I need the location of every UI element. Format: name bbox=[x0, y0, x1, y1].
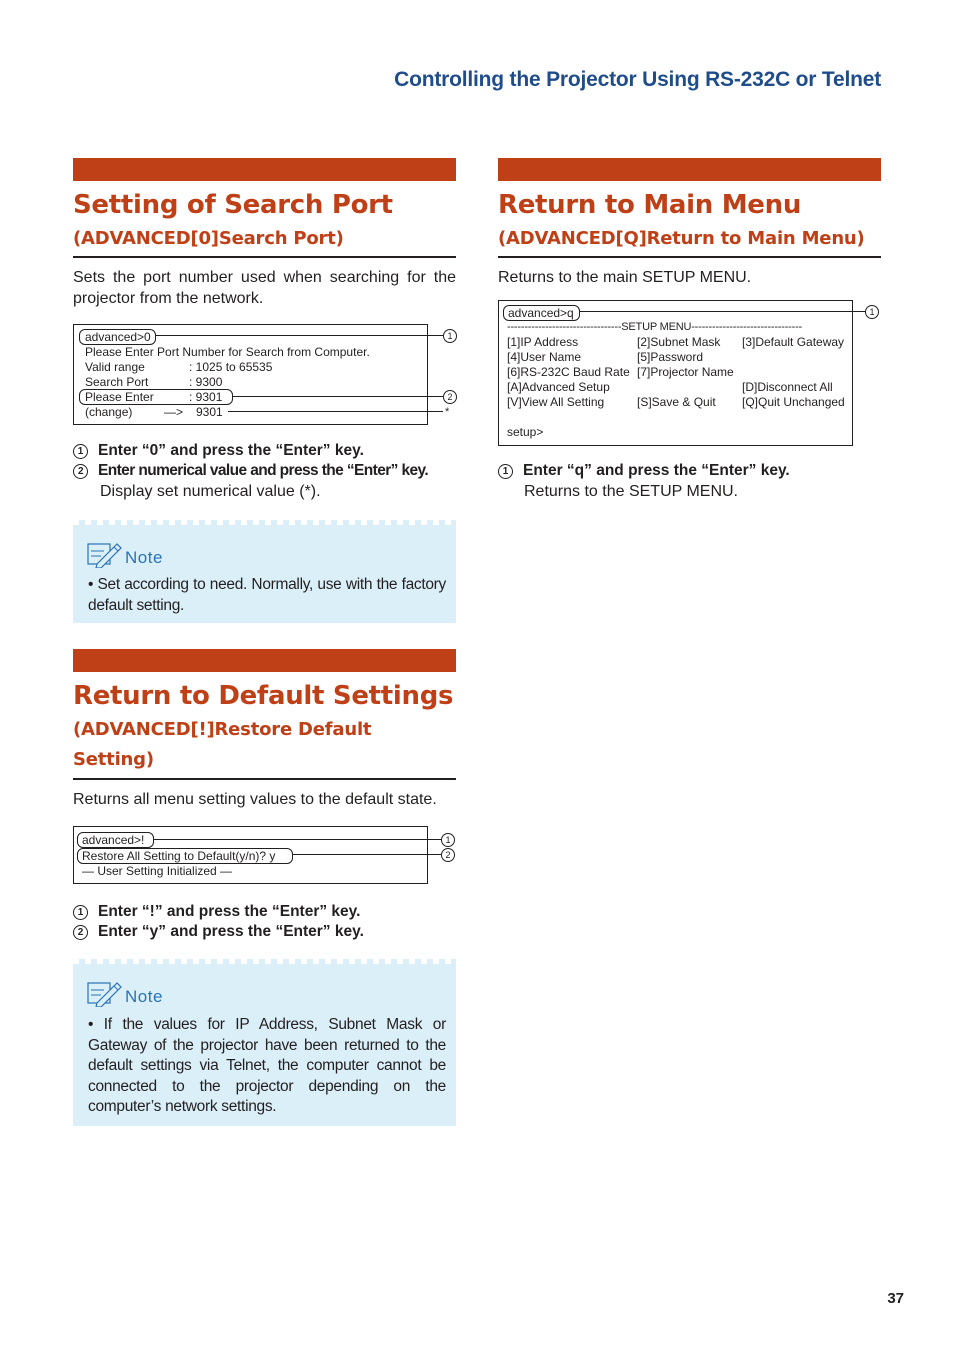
section-title-main-menu: Return to Main Menu bbox=[498, 190, 802, 220]
pencil-note-icon bbox=[87, 979, 123, 1007]
callout-1: 1 bbox=[443, 329, 457, 343]
menu-item: [S]Save & Quit bbox=[637, 395, 716, 409]
menu-item: [D]Disconnect All bbox=[742, 380, 833, 394]
step-text: Enter numerical value and press the “Enter” key. bbox=[98, 462, 429, 479]
step-1 bbox=[498, 462, 790, 480]
menu-item: [2]Subnet Mask bbox=[637, 335, 721, 349]
note-box bbox=[73, 520, 456, 623]
callout-line bbox=[232, 396, 443, 397]
screen-line: Restore All Setting to Default(y/n)? y bbox=[82, 849, 276, 863]
step-2-detail: Display set numerical value (*). bbox=[100, 483, 321, 500]
callout-line bbox=[292, 854, 441, 855]
step-1 bbox=[73, 442, 364, 460]
screen-value: 9301 bbox=[196, 405, 223, 419]
screen-label: Search Port bbox=[85, 375, 149, 389]
callout-line bbox=[153, 839, 441, 840]
section-title-search-port: Setting of Search Port bbox=[73, 190, 393, 220]
note-box bbox=[73, 959, 456, 1126]
step-1-detail: Returns to the SETUP MENU. bbox=[524, 483, 738, 500]
section-subtitle-main-menu: (ADVANCED[Q]Return to Main Menu) bbox=[498, 228, 865, 249]
menu-item: [1]IP Address bbox=[507, 335, 579, 349]
screen-label: Valid range bbox=[85, 360, 145, 374]
menu-item: [4]User Name bbox=[507, 350, 582, 364]
callout-2: 2 bbox=[443, 390, 457, 404]
page-header-title: Controlling the Projector Using RS-232C or Telnet bbox=[394, 68, 881, 91]
default-settings-screen bbox=[73, 826, 428, 884]
setup-prompt: setup> bbox=[507, 425, 544, 439]
note-text: • If the values for IP Address, Subnet Mask or Gateway of the projector have been returned to the default settings via Telnet, the computer cannot be connected to the projector depending on the computer’s network settings. bbox=[88, 1016, 446, 1115]
main-menu-screen bbox=[498, 300, 853, 446]
search-port-screen bbox=[73, 324, 428, 425]
menu-item: [A]Advanced Setup bbox=[507, 380, 610, 394]
pencil-note-icon bbox=[87, 540, 123, 568]
section-subtitle-default-settings-cont: Setting) bbox=[73, 749, 154, 770]
screen-value: : 9300 bbox=[189, 375, 223, 389]
section-rule bbox=[73, 256, 456, 258]
step-text: Enter “0” and press the “Enter” key. bbox=[98, 442, 364, 459]
note-header bbox=[87, 979, 163, 1007]
callout-2: 2 bbox=[441, 848, 455, 862]
screen-line: — User Setting Initialized — bbox=[82, 864, 233, 878]
menu-item: [Q]Quit Unchanged bbox=[742, 395, 845, 409]
callout-1: 1 bbox=[441, 833, 455, 847]
screen-arrow: —> bbox=[164, 405, 184, 419]
screen-line: advanced>0 bbox=[85, 330, 151, 344]
screen-value: : 1025 to 65535 bbox=[189, 360, 273, 374]
note-label: Note bbox=[125, 548, 163, 567]
asterisk-marker: * bbox=[445, 406, 450, 418]
callout-line bbox=[228, 411, 443, 412]
menu-item: [V]View All Setting bbox=[507, 395, 605, 409]
step-number: 1 bbox=[498, 464, 513, 479]
note-dotted-border bbox=[73, 959, 456, 964]
note-header bbox=[87, 540, 163, 568]
main-menu-description: Returns to the main SETUP MENU. bbox=[498, 269, 752, 286]
default-settings-description: Returns all menu setting values to the default state. bbox=[73, 791, 437, 808]
step-text: Enter “!” and press the “Enter” key. bbox=[98, 903, 361, 920]
section-subtitle-search-port: (ADVANCED[0]Search Port) bbox=[73, 228, 344, 249]
note-text: • Set according to need. Normally, use with the factory default setting. bbox=[88, 576, 446, 614]
page-number: 37 bbox=[887, 1290, 904, 1307]
section-bar bbox=[73, 649, 456, 672]
section-subtitle-default-settings: (ADVANCED[!]Restore Default bbox=[73, 719, 372, 740]
screen-value: : 9301 bbox=[189, 390, 223, 404]
step-text: Enter “q” and press the “Enter” key. bbox=[523, 462, 790, 479]
section-title-default-settings: Return to Default Settings bbox=[73, 681, 454, 711]
callout-1: 1 bbox=[865, 305, 879, 319]
step-2 bbox=[73, 462, 428, 480]
menu-item: [6]RS-232C Baud Rate bbox=[507, 365, 630, 379]
screen-label: (change) bbox=[85, 405, 133, 419]
section-bar bbox=[73, 158, 456, 181]
screen-label: Please Enter bbox=[85, 390, 154, 404]
callout-line bbox=[579, 311, 865, 312]
step-2 bbox=[73, 923, 364, 941]
note-dotted-border bbox=[73, 520, 456, 525]
step-1 bbox=[73, 903, 360, 921]
menu-item: [5]Password bbox=[637, 350, 704, 364]
step-number: 2 bbox=[73, 925, 88, 940]
screen-line: advanced>q bbox=[508, 306, 574, 320]
search-port-description: Sets the port number used when searching for the projector from the network. bbox=[73, 269, 456, 307]
step-number: 2 bbox=[73, 464, 88, 479]
step-text: Enter “y” and press the “Enter” key. bbox=[98, 923, 364, 940]
callout-line bbox=[155, 335, 443, 336]
section-rule bbox=[73, 778, 456, 780]
menu-item: [3]Default Gateway bbox=[742, 335, 845, 349]
setup-menu-divider: ---------------------------------SETUP MENU-------------------------------- bbox=[507, 321, 803, 333]
step-number: 1 bbox=[73, 905, 88, 920]
screen-line: advanced>! bbox=[82, 833, 145, 847]
step-number: 1 bbox=[73, 444, 88, 459]
screen-line: Please Enter Port Number for Search from Computer. bbox=[85, 345, 370, 359]
note-label: Note bbox=[125, 987, 163, 1006]
section-rule bbox=[498, 256, 881, 258]
menu-item: [7]Projector Name bbox=[637, 365, 734, 379]
section-bar bbox=[498, 158, 881, 181]
